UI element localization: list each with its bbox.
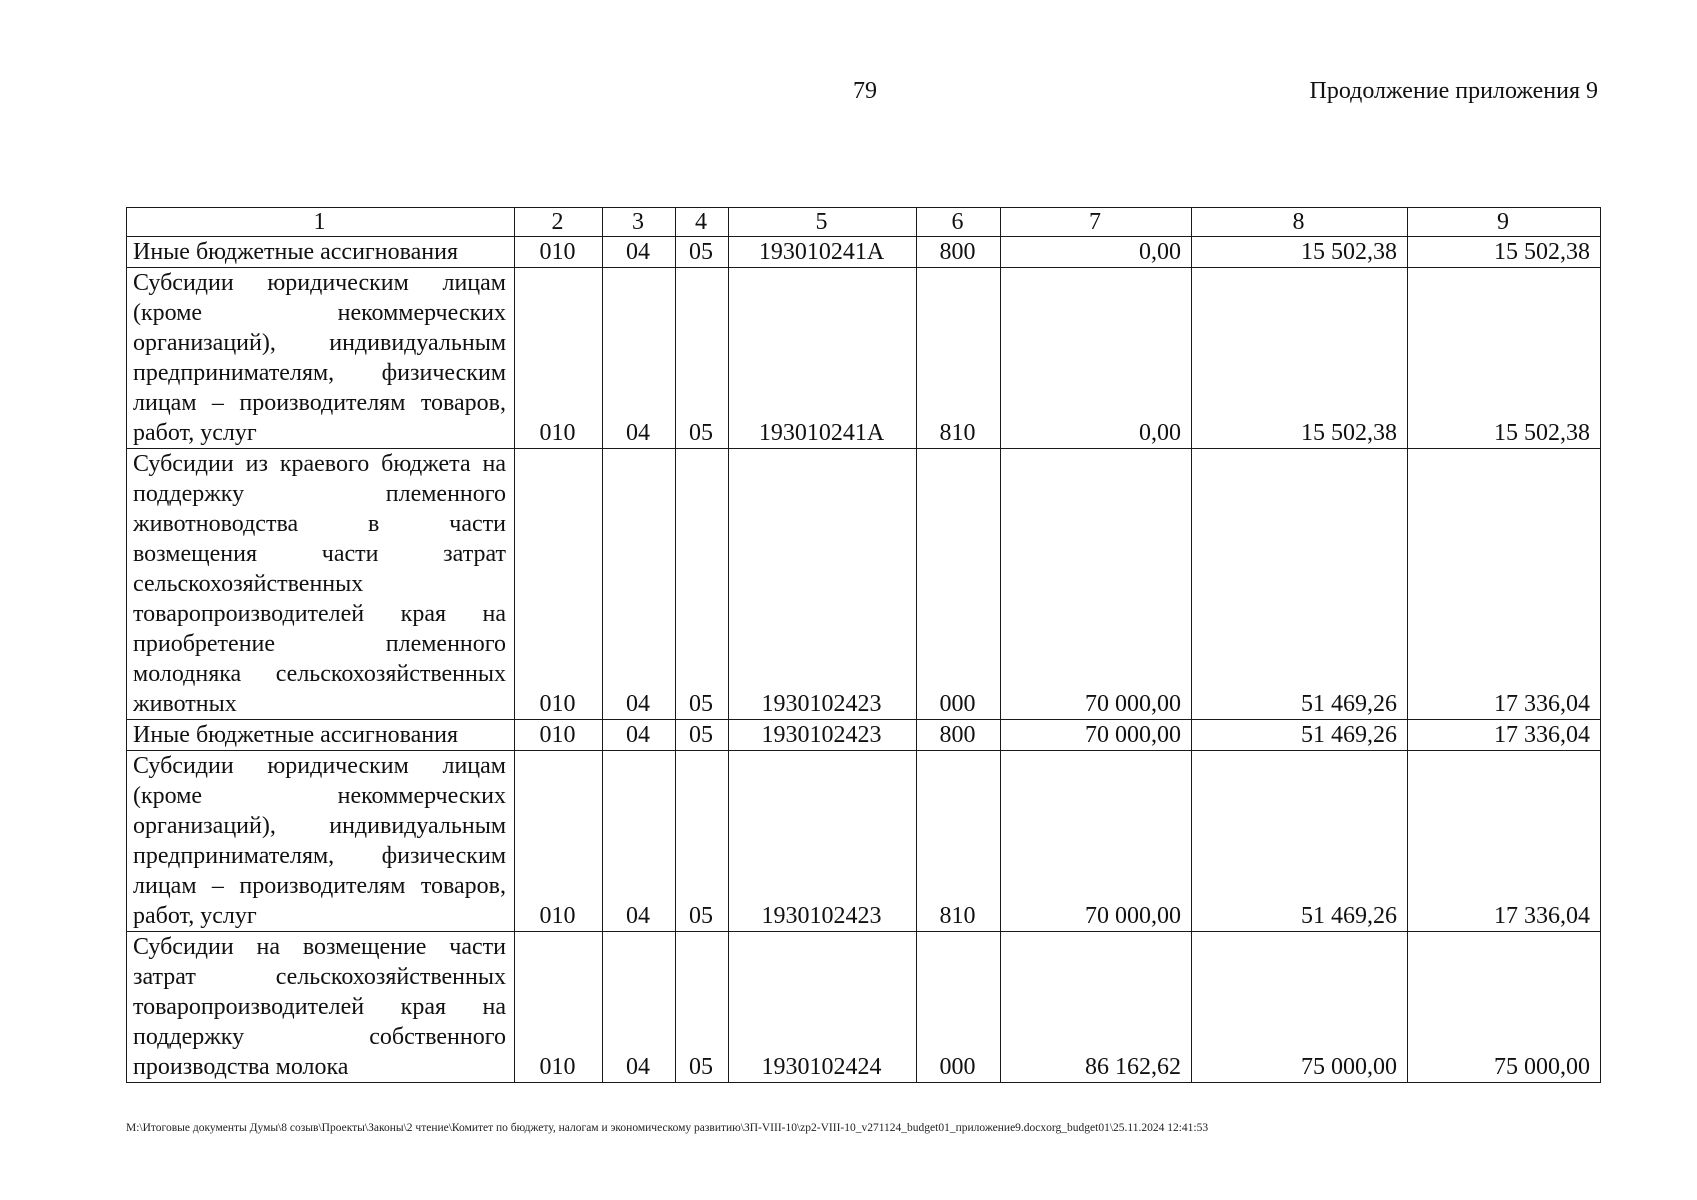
cell-col8: 15 502,38	[1192, 268, 1408, 449]
table-row	[127, 932, 1601, 1083]
cell-col2: 010	[515, 932, 603, 1083]
cell-col5: 193010241А	[729, 268, 917, 449]
cell-col7: 86 162,62	[1001, 932, 1192, 1083]
cell-col3: 04	[603, 751, 676, 932]
cell-col4: 05	[676, 751, 729, 932]
column-number: 7	[1001, 208, 1192, 237]
cell-col3: 04	[603, 720, 676, 751]
column-number: 6	[917, 208, 1001, 237]
column-number: 1	[127, 208, 515, 237]
column-number: 8	[1192, 208, 1408, 237]
column-number: 4	[676, 208, 729, 237]
cell-col6: 810	[917, 751, 1001, 932]
cell-col9: 15 502,38	[1408, 268, 1601, 449]
cell-col6: 800	[917, 720, 1001, 751]
cell-col3: 04	[603, 932, 676, 1083]
row-description: Субсидии из краевого бюджета на поддержку племенного животноводства в части возмещения части затрат сельскохозяйственных товаропроизводителей края на приобретение племенного молодняка сельскохозяйственных животных	[127, 449, 515, 720]
cell-col7: 70 000,00	[1001, 720, 1192, 751]
budget-table	[126, 207, 1601, 1083]
cell-col9: 17 336,04	[1408, 449, 1601, 720]
cell-col5: 1930102423	[729, 720, 917, 751]
cell-col4: 05	[676, 449, 729, 720]
cell-col5: 1930102423	[729, 449, 917, 720]
table-row	[127, 751, 1601, 932]
cell-col8: 51 469,26	[1192, 751, 1408, 932]
cell-col7: 70 000,00	[1001, 449, 1192, 720]
cell-col4: 05	[676, 720, 729, 751]
cell-col4: 05	[676, 268, 729, 449]
column-number: 5	[729, 208, 917, 237]
cell-col3: 04	[603, 237, 676, 268]
row-description: Субсидии на возмещение части затрат сельскохозяйственных товаропроизводителей края на поддержку собственного производства молока	[127, 932, 515, 1083]
table-row	[127, 237, 1601, 268]
cell-col6: 810	[917, 268, 1001, 449]
cell-col5: 1930102424	[729, 932, 917, 1083]
cell-col8: 15 502,38	[1192, 237, 1408, 268]
row-description: Иные бюджетные ассигнования	[127, 720, 515, 751]
appendix-caption: Продолжение приложения 9	[1309, 78, 1598, 104]
cell-col2: 010	[515, 268, 603, 449]
row-description: Субсидии юридическим лицам (кроме некоммерческих организаций), индивидуальным предпринимателям, физическим лицам – производителям товаров, работ, услуг	[127, 268, 515, 449]
cell-col4: 05	[676, 237, 729, 268]
column-number: 9	[1408, 208, 1601, 237]
cell-col4: 05	[676, 932, 729, 1083]
table-row	[127, 449, 1601, 720]
cell-col2: 010	[515, 449, 603, 720]
cell-col5: 193010241А	[729, 237, 917, 268]
cell-col7: 70 000,00	[1001, 751, 1192, 932]
column-number: 3	[603, 208, 676, 237]
cell-col8: 51 469,26	[1192, 720, 1408, 751]
cell-col5: 1930102423	[729, 751, 917, 932]
cell-col6: 000	[917, 449, 1001, 720]
document-file-path: М:\Итоговые документы Думы\8 созыв\Проекты\Законы\2 чтение\Комитет по бюджету, налогам и экономическому развитию\ЗП-VIII-10\zp2-VIII-10_v271124_budget01_приложение9.docxorg_budget01\25.11.2024 12:41:53	[126, 1122, 1209, 1134]
cell-col6: 000	[917, 932, 1001, 1083]
table-row	[127, 720, 1601, 751]
column-number: 2	[515, 208, 603, 237]
page-number: 79	[853, 78, 877, 104]
cell-col7: 0,00	[1001, 237, 1192, 268]
cell-col2: 010	[515, 751, 603, 932]
cell-col6: 800	[917, 237, 1001, 268]
cell-col2: 010	[515, 720, 603, 751]
cell-col3: 04	[603, 268, 676, 449]
cell-col9: 17 336,04	[1408, 751, 1601, 932]
cell-col9: 17 336,04	[1408, 720, 1601, 751]
table-row	[127, 268, 1601, 449]
cell-col9: 75 000,00	[1408, 932, 1601, 1083]
column-number-row	[127, 208, 1601, 237]
cell-col3: 04	[603, 449, 676, 720]
cell-col2: 010	[515, 237, 603, 268]
cell-col7: 0,00	[1001, 268, 1192, 449]
cell-col9: 15 502,38	[1408, 237, 1601, 268]
cell-col8: 75 000,00	[1192, 932, 1408, 1083]
cell-col8: 51 469,26	[1192, 449, 1408, 720]
row-description: Иные бюджетные ассигнования	[127, 237, 515, 268]
row-description: Субсидии юридическим лицам (кроме некоммерческих организаций), индивидуальным предпринимателям, физическим лицам – производителям товаров, работ, услуг	[127, 751, 515, 932]
